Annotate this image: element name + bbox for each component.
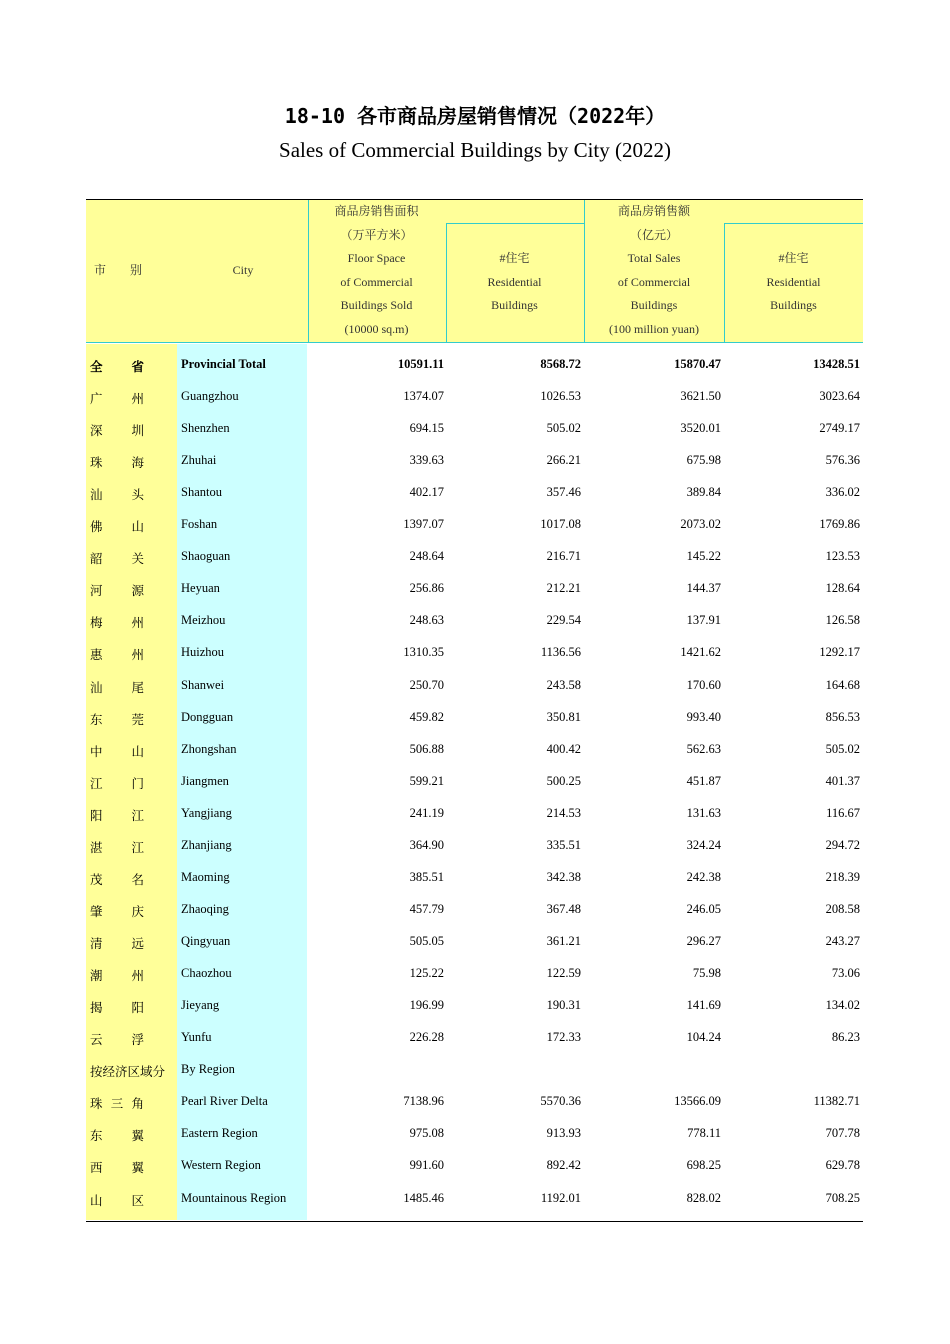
city-name-cn: [90, 517, 144, 535]
header-sales-line: （亿元）: [629, 227, 678, 242]
city-name-cn-part: 山: [131, 745, 144, 759]
floor-space-value: 226.28: [409, 1030, 444, 1044]
city-name-en: Chaozhou: [181, 966, 232, 980]
city-name-en: Qingyuan: [181, 934, 231, 948]
header-sales-line: of Commercial: [617, 274, 691, 289]
header-floor-line: Floor Space: [347, 251, 406, 266]
table-row: [86, 445, 863, 477]
city-name-cn-part: 山: [90, 1194, 103, 1208]
city-name-cn-part: 阳: [90, 809, 103, 823]
total-sales-value: 104.24: [686, 1030, 721, 1044]
header-floor-line: (10000 sq.m): [344, 321, 409, 336]
total-sales-value: 170.60: [686, 678, 721, 692]
table-row: [86, 1022, 863, 1054]
city-name-cn-part: 中: [90, 745, 103, 759]
floor-residential-value: 505.02: [546, 421, 581, 435]
floor-space-value: 402.17: [409, 485, 444, 499]
total-sales-value: 324.24: [686, 838, 721, 852]
header-floor-line: 商品房销售面积: [334, 204, 419, 218]
floor-space-value: 505.05: [409, 934, 444, 948]
floor-residential-value: 892.42: [546, 1158, 581, 1172]
city-name-cn: [90, 1158, 144, 1176]
floor-space-value: 694.15: [409, 421, 444, 435]
floor-residential-value: 357.46: [546, 485, 581, 499]
floor-residential-value: 214.53: [546, 806, 581, 820]
table-row: [86, 1150, 863, 1182]
city-name-cn-part: 汕: [90, 681, 103, 695]
city-name-cn-part: 阳: [131, 1001, 144, 1015]
city-name-en: By Region: [181, 1062, 235, 1076]
header-sales-residential: [724, 247, 863, 318]
city-name-cn-part: 东: [90, 713, 103, 727]
floor-space-value: 250.70: [409, 678, 444, 692]
floor-residential-value: 342.38: [546, 870, 581, 884]
floor-residential-value: 122.59: [546, 966, 581, 980]
floor-residential-value: 5570.36: [540, 1094, 581, 1108]
total-sales-value: 778.11: [687, 1126, 721, 1140]
city-name-cn-part: 江: [131, 809, 144, 823]
floor-space-value: 991.60: [409, 1158, 444, 1172]
city-name-cn-part: 茂: [90, 873, 103, 887]
city-name-cn: [90, 1191, 144, 1209]
city-name-cn-part: 惠: [90, 648, 103, 662]
table-row: [86, 990, 863, 1022]
city-name-cn-part: 东: [90, 1129, 103, 1143]
city-name-cn: [90, 1126, 144, 1144]
sales-residential-value: 401.37: [825, 774, 860, 788]
city-name-cn-part: 珠: [90, 1097, 103, 1111]
bottom-rule: [86, 1221, 863, 1222]
city-name-cn-part: 头: [131, 488, 144, 502]
city-name-en: Heyuan: [181, 581, 220, 595]
floor-space-value: 364.90: [409, 838, 444, 852]
floor-space-value: 1310.35: [403, 645, 444, 659]
city-name-cn: [90, 645, 144, 663]
total-sales-value: 3621.50: [680, 389, 721, 403]
floor-residential-value: 1017.08: [540, 517, 581, 531]
sales-residential-value: 73.06: [831, 966, 860, 980]
city-name-cn-part: 云: [90, 1033, 103, 1047]
city-name-cn-part: 全: [90, 360, 103, 374]
city-name-cn: [90, 934, 144, 952]
city-name-cn-part: 西: [90, 1161, 103, 1175]
table-row: [86, 381, 863, 413]
sales-residential-value: 218.39: [825, 870, 860, 884]
city-name-cn-part: 韶: [90, 552, 103, 566]
total-sales-value: 562.63: [686, 742, 721, 756]
sales-residential-value: 856.53: [825, 710, 860, 724]
city-name-en: Dongguan: [181, 710, 234, 724]
city-name-cn-part: 角: [131, 1097, 144, 1111]
total-sales-value: 13566.09: [674, 1094, 721, 1108]
table-row: [86, 894, 863, 926]
city-name-cn-part: 尾: [131, 681, 144, 695]
title-english: Sales of Commercial Buildings by City (2022): [279, 138, 671, 162]
city-name-cn-part: 省: [131, 360, 144, 374]
city-name-en: Meizhou: [181, 613, 226, 627]
total-sales-value: 828.02: [686, 1191, 721, 1205]
header-city-en: City: [232, 263, 254, 277]
total-sales-value: 15870.47: [674, 357, 721, 371]
header-floor-res-line: Residential: [487, 274, 542, 289]
city-name-cn: [90, 357, 144, 375]
table-row: [86, 477, 863, 509]
city-name-cn-part: 州: [131, 616, 144, 630]
city-name-cn-part: 汕: [90, 488, 103, 502]
floor-residential-value: 1192.01: [540, 1191, 581, 1205]
sales-residential-value: 707.78: [825, 1126, 860, 1140]
city-name-cn: [90, 998, 144, 1016]
table-row: [86, 1118, 863, 1150]
table-row: [86, 541, 863, 573]
header-floor-line: Buildings Sold: [340, 298, 413, 313]
city-name-cn-part: 梅: [90, 616, 103, 630]
table-row: [86, 1086, 863, 1118]
header-divider: [446, 223, 584, 224]
city-name-en: Pearl River Delta: [181, 1094, 268, 1108]
city-name-cn-part: 深: [90, 424, 103, 438]
city-name-cn-part: 湛: [90, 841, 103, 855]
header-divider: [724, 223, 725, 342]
city-name-cn-part: 区: [131, 1194, 144, 1208]
city-name-en: Huizhou: [181, 645, 225, 659]
city-name-cn-part: 三: [110, 1097, 124, 1111]
total-sales-value: 131.63: [686, 806, 721, 820]
header-floor-res-line: #住宅: [499, 251, 530, 265]
sales-residential-value: 3023.64: [819, 389, 860, 403]
city-name-cn-part: 广: [90, 392, 103, 406]
city-name-cn-part: 门: [131, 777, 144, 791]
sales-residential-value: 123.53: [825, 549, 860, 563]
city-name-cn: [90, 678, 144, 696]
header-sales-res-line: #住宅: [778, 251, 809, 265]
floor-residential-value: 8568.72: [540, 357, 581, 371]
header-bottom-line: [86, 342, 863, 343]
floor-space-value: 1374.07: [403, 389, 444, 403]
city-name-en: Jiangmen: [181, 774, 229, 788]
city-name-cn-part: 关: [131, 552, 144, 566]
city-name-en: Maoming: [181, 870, 230, 884]
total-sales-value: 296.27: [686, 934, 721, 948]
sales-residential-value: 208.58: [825, 902, 860, 916]
city-name-cn: [90, 902, 144, 920]
city-name-en: Yunfu: [181, 1030, 212, 1044]
table-row: [86, 509, 863, 541]
floor-space-value: 457.79: [409, 902, 444, 916]
city-name-cn-part: 庆: [131, 905, 144, 919]
city-name-en: Zhongshan: [181, 742, 237, 756]
city-name-cn: [90, 453, 144, 471]
table-row: [86, 798, 863, 830]
total-sales-value: 145.22: [686, 549, 721, 563]
city-name-cn-part: 翼: [131, 1161, 144, 1175]
header-sales-line: 商品房销售额: [617, 204, 690, 218]
header-sales-line: Total Sales: [627, 251, 681, 266]
table-row: [86, 349, 863, 381]
floor-space-value: 975.08: [409, 1126, 444, 1140]
floor-space-value: 339.63: [409, 453, 444, 467]
city-name-cn-part: 莞: [131, 713, 144, 727]
floor-residential-value: 335.51: [546, 838, 581, 852]
floor-residential-value: 190.31: [546, 998, 581, 1012]
city-name-cn-part: 江: [131, 841, 144, 855]
sales-residential-value: 1292.17: [819, 645, 860, 659]
city-name-en: Shenzhen: [181, 421, 230, 435]
city-name-cn: [90, 549, 144, 567]
table-row: [86, 413, 863, 445]
floor-residential-value: 1136.56: [540, 645, 581, 659]
sales-residential-value: 128.64: [825, 581, 860, 595]
city-name-cn-part: 源: [131, 584, 144, 598]
city-name-en: Yangjiang: [181, 806, 232, 820]
header-floor-space: [308, 200, 445, 342]
city-name-cn: [90, 613, 144, 631]
total-sales-value: 246.05: [686, 902, 721, 916]
sales-residential-value: 11382.71: [813, 1094, 860, 1108]
floor-residential-value: 400.42: [546, 742, 581, 756]
sales-residential-value: 13428.51: [813, 357, 860, 371]
table-row: [86, 605, 863, 637]
total-sales-value: 1421.62: [680, 645, 721, 659]
sales-residential-value: 629.78: [825, 1158, 860, 1172]
city-name-en: Zhanjiang: [181, 838, 232, 852]
sales-residential-value: 2749.17: [819, 421, 860, 435]
city-name-en: Mountainous Region: [181, 1191, 287, 1205]
floor-residential-value: 216.71: [546, 549, 581, 563]
sales-residential-value: 164.68: [825, 678, 860, 692]
total-sales-value: 698.25: [686, 1158, 721, 1172]
city-name-cn: [90, 581, 144, 599]
floor-residential-value: 229.54: [546, 613, 581, 627]
floor-space-value: 256.86: [409, 581, 444, 595]
sales-residential-value: 336.02: [825, 485, 860, 499]
city-name-cn-part: 河: [90, 584, 103, 598]
floor-space-value: 599.21: [409, 774, 444, 788]
floor-space-value: 10591.11: [397, 357, 444, 371]
total-sales-value: 993.40: [686, 710, 721, 724]
city-name-cn-part: 州: [131, 969, 144, 983]
city-name-cn: [90, 1030, 144, 1048]
total-sales-value: 389.84: [686, 485, 721, 499]
sales-residential-value: 708.25: [825, 1191, 860, 1205]
table-row: [86, 670, 863, 702]
city-name-cn-part: 揭: [90, 1001, 103, 1015]
floor-residential-value: 500.25: [546, 774, 581, 788]
total-sales-value: 675.98: [686, 453, 721, 467]
city-name-cn-part: 州: [131, 648, 144, 662]
table-row: [86, 702, 863, 734]
header-sales-line: (100 million yuan): [609, 321, 699, 336]
table-row: [86, 958, 863, 990]
table-row: [86, 1054, 863, 1086]
city-name-en: Shantou: [181, 485, 222, 499]
floor-space-value: 248.63: [409, 613, 444, 627]
city-name-en: Shaoguan: [181, 549, 231, 563]
city-name-cn-part: 按经济区域分: [90, 1065, 166, 1079]
city-name-en: Zhuhai: [181, 453, 217, 467]
city-name-cn-part: 浮: [131, 1033, 144, 1047]
city-name-en: Zhaoqing: [181, 902, 229, 916]
city-name-cn: [90, 485, 144, 503]
floor-space-value: 459.82: [409, 710, 444, 724]
city-name-cn: [90, 1062, 165, 1080]
header-floor-line: of Commercial: [340, 274, 413, 289]
city-name-cn: [90, 710, 144, 728]
city-name-cn: [90, 1094, 144, 1112]
floor-residential-value: 172.33: [546, 1030, 581, 1044]
header-floor-res-line: Buildings: [491, 298, 538, 313]
table-header: [86, 200, 863, 342]
total-sales-value: 451.87: [686, 774, 721, 788]
floor-space-value: 506.88: [409, 742, 444, 756]
sales-residential-value: 294.72: [825, 838, 860, 852]
total-sales-value: 242.38: [686, 870, 721, 884]
header-total-sales: [584, 200, 724, 342]
header-floor-line: （万平方米）: [340, 227, 413, 242]
header-sales-res-line: Buildings: [770, 298, 817, 313]
city-name-cn: [90, 838, 144, 856]
sales-residential-value: 126.58: [825, 613, 860, 627]
city-name-cn-part: 翼: [131, 1129, 144, 1143]
sales-residential-value: 505.02: [825, 742, 860, 756]
sales-residential-value: 1769.86: [819, 517, 860, 531]
title-chinese: 18-10 各市商品房屋销售情况（2022年）: [284, 104, 666, 128]
city-name-en: Provincial Total: [181, 357, 266, 371]
city-name-cn: [90, 966, 144, 984]
total-sales-value: 75.98: [692, 966, 721, 980]
total-sales-value: 144.37: [686, 581, 721, 595]
city-name-cn-part: 远: [131, 937, 144, 951]
sales-residential-value: 576.36: [825, 453, 860, 467]
total-sales-value: 2073.02: [680, 517, 721, 531]
total-sales-value: 141.69: [686, 998, 721, 1012]
city-name-cn-part: 山: [131, 520, 144, 534]
header-sales-line: Buildings: [630, 298, 678, 313]
city-name-en: Guangzhou: [181, 389, 239, 403]
table-row: [86, 637, 863, 669]
header-divider: [724, 223, 863, 224]
sales-residential-value: 134.02: [825, 998, 860, 1012]
sales-residential-value: 86.23: [831, 1030, 860, 1044]
sales-residential-value: 243.27: [825, 934, 860, 948]
floor-space-value: 196.99: [409, 998, 444, 1012]
city-name-cn-part: 珠: [90, 456, 103, 470]
table-row: [86, 862, 863, 894]
sales-residential-value: 116.67: [826, 806, 860, 820]
city-name-cn-part: 清: [90, 937, 103, 951]
city-name-cn-part: 圳: [131, 424, 144, 438]
floor-residential-value: 361.21: [546, 934, 581, 948]
floor-space-value: 125.22: [409, 966, 444, 980]
city-name-cn: [90, 774, 144, 792]
table-row: [86, 734, 863, 766]
city-name-cn-part: 名: [131, 873, 144, 887]
city-name-cn-part: 肇: [90, 905, 103, 919]
header-sales-res-line: Residential: [766, 274, 821, 289]
table-row: [86, 766, 863, 798]
floor-residential-value: 913.93: [546, 1126, 581, 1140]
table-row: [86, 830, 863, 862]
floor-residential-value: 266.21: [546, 453, 581, 467]
header-divider: [584, 200, 585, 342]
floor-space-value: 241.19: [409, 806, 444, 820]
city-name-cn-part: 江: [90, 777, 103, 791]
floor-space-value: 1397.07: [403, 517, 444, 531]
city-name-en: Shanwei: [181, 678, 225, 692]
floor-space-value: 248.64: [409, 549, 444, 563]
table-row: [86, 1183, 863, 1215]
table-row: [86, 573, 863, 605]
floor-residential-value: 212.21: [546, 581, 581, 595]
city-name-en: Eastern Region: [181, 1126, 258, 1140]
city-name-cn-part: 州: [131, 392, 144, 406]
header-divider: [308, 200, 309, 342]
header-city-cn: 市 别: [93, 263, 142, 277]
city-name-cn-part: 潮: [90, 969, 103, 983]
floor-residential-value: 1026.53: [540, 389, 581, 403]
city-name-cn: [90, 742, 144, 760]
header-divider: [446, 223, 447, 342]
floor-space-value: 385.51: [409, 870, 444, 884]
floor-residential-value: 350.81: [546, 710, 581, 724]
floor-residential-value: 367.48: [546, 902, 581, 916]
city-name-cn: [90, 421, 144, 439]
floor-space-value: 7138.96: [403, 1094, 444, 1108]
city-name-cn: [90, 389, 144, 407]
city-name-cn: [90, 806, 144, 824]
total-sales-value: 3520.01: [680, 421, 721, 435]
city-name-cn-part: 佛: [90, 520, 103, 534]
total-sales-value: 137.91: [686, 613, 721, 627]
floor-residential-value: 243.58: [546, 678, 581, 692]
city-name-cn-part: 海: [131, 456, 144, 470]
header-floor-residential: [446, 247, 583, 318]
city-name-en: Foshan: [181, 517, 218, 531]
city-name-en: Western Region: [181, 1158, 261, 1172]
city-name-en: Jieyang: [181, 998, 220, 1012]
city-name-cn: [90, 870, 144, 888]
floor-space-value: 1485.46: [403, 1191, 444, 1205]
table-row: [86, 926, 863, 958]
